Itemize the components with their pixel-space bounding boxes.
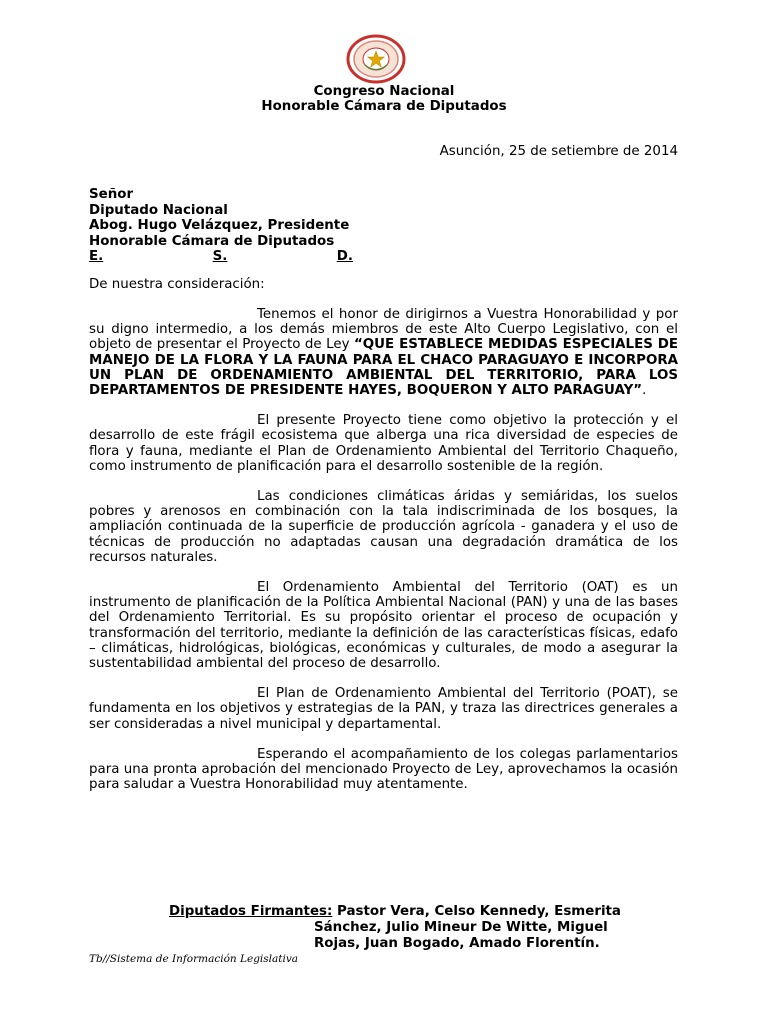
esd-d: D. <box>336 249 353 264</box>
addressee-line-3: Abog. Hugo Velázquez, Presidente <box>89 218 350 233</box>
paragraph-4: El Ordenamiento Ambiental del Territorio (OAT) es un instrumento de planificación de la Política Ambiental Nacional (PAN) y una de las bases del Ordenamiento Territorial. Es su propósito orientar el proceso de ocupación y transformación del territorio, mediante la definición de las características físicas, edafo – climáticas, hidrológicas, biológicas, económicas y culturales, de modo a asegurar la sustentabilidad ambiental del proceso de desarrollo. <box>89 580 678 672</box>
esd-e: E. <box>89 249 104 264</box>
letterhead <box>0 84 768 114</box>
paragraph-6: Esperando el acompañamiento de los colegas parlamentarios para una pronta aprobación del mencionado Proyecto de Ley, aprovechamos la ocasión para saludar a Vuestra Honorabilidad muy atentamente. <box>89 746 678 793</box>
paragraph-2: El presente Proyecto tiene como objetivo la protección y el desarrollo de este frágil ecosistema que alberga una rica diversidad de especies de flora y fauna, mediante el Plan de Ordenamiento Ambiental del Territorio Chaqueño, como instrumento de planificación para el desarrollo sostenible de la región. <box>89 413 678 474</box>
paragraph-3: Las condiciones climáticas áridas y semiáridas, los suelos pobres y arenosos en combinación con la tala indiscriminada de los bosques, la ampliación continuada de la superficie de producción agrícola - ganadera y el uso de técnicas de producción no adaptadas causan una degradación dramática de los recursos naturales. <box>89 489 678 565</box>
signers-label: Diputados Firmantes: <box>169 904 333 919</box>
signers-line-3: Rojas, Juan Bogado, Amado Florentín. <box>314 936 600 951</box>
addressee-line-4: Honorable Cámara de Diputados <box>89 233 335 249</box>
greeting: De nuestra consideración: <box>89 277 265 292</box>
esd-s: S. <box>212 249 228 264</box>
header-line-2: Honorable Cámara de Diputados <box>261 99 507 114</box>
paragraph-1 <box>89 307 678 398</box>
esd-line <box>89 249 353 265</box>
paragraph-1-end: . <box>642 383 647 399</box>
footer-note: Tb//Sistema de Información Legislativa <box>89 953 299 965</box>
letter-date: Asunción, 25 de setiembre de 2014 <box>439 144 678 159</box>
paragraph-5: El Plan de Ordenamiento Ambiental del Territorio (POAT), se fundamenta en los objetivos y estrategias de la PAN, y traza las directrices generales a ser consideradas a nivel municipal y departamental. <box>89 686 678 732</box>
signers-block <box>169 904 678 952</box>
signers-line-1: Pastor Vera, Celso Kennedy, Esmerita <box>337 904 621 919</box>
addressee-block <box>89 187 353 265</box>
signers-line-2: Sánchez, Julio Mineur De Witte, Miguel <box>314 920 608 935</box>
bill-title: “QUE ESTABLECE MEDIDAS ESPECIALES DE MANEJO DE LA FLORA Y LA FAUNA PARA EL CHACO PARAGUAYO E INCORPORA UN PLAN DE ORDENAMIENTO AMBIENTAL DEL TERRITORIO, PARA LOS DEPARTAMENTOS DE PRESIDENTE HAYES, BOQUERON Y ALTO PARAGUAY” <box>89 337 678 399</box>
letter-body <box>89 307 678 807</box>
national-seal-icon <box>346 34 406 84</box>
addressee-line-1: Señor <box>89 187 134 202</box>
paragraph-1-text: Tenemos el honor de dirigirnos a Vuestra Honorabilidad y por su digno intermedio, a los demás miembros de este Alto Cuerpo Legislativo, con el objeto de presentar el Proyecto de Ley <box>89 307 678 353</box>
addressee-line-2: Diputado Nacional <box>89 202 228 218</box>
header-line-1: Congreso Nacional <box>313 84 455 99</box>
